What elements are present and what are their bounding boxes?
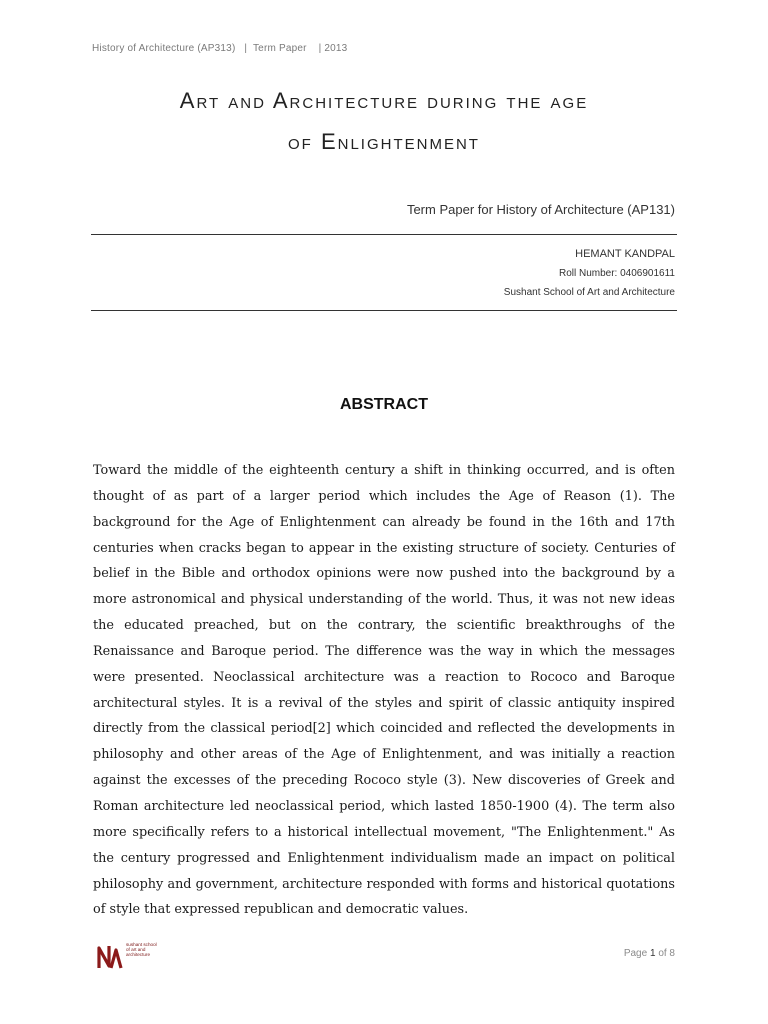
document-title-line-1: Art and Architecture during the age: [179, 88, 589, 113]
document-subtitle: Term Paper for History of Architecture (AP131): [406, 202, 675, 217]
logo-caption: sushant school of art and architecture: [126, 942, 157, 957]
divider-top: [91, 234, 677, 235]
author-school: Sushant School of Art and Architecture: [503, 287, 675, 298]
abstract-heading: ABSTRACT: [340, 396, 428, 413]
running-header: History of Architecture (AP313) | Term Paper | 2013: [92, 43, 348, 54]
page-total: of 8: [658, 948, 675, 959]
document-title-line-2: of Enlightenment: [288, 129, 480, 154]
page-number: [624, 948, 675, 959]
divider-bottom: [91, 310, 677, 311]
author-name: HEMANT KANDPAL: [575, 248, 675, 260]
page-current: 1: [649, 948, 656, 959]
author-roll-number: Roll Number: 0406901611: [558, 268, 675, 279]
page-word: Page: [623, 948, 648, 959]
abstract-body: Toward the middle of the eighteenth century a shift in thinking occurred, and is often thought of as part of a larger period which includes the Age of Reason (1). The background for the Age of Enlightenment can already be found in the 16th and 17th centuries when cracks began to appear in the existing structure of society. Centuries of belief in the Bible and orthodox opinions were now pushed into the background by a more astronomical and physical understanding of the world. Thus, it was not new ideas the educated preached, but on the contrary, the scientific breakthroughs of the Renaissance and Baroque period. The difference was the way in which the messages were presented. Neoclassical architecture was a reaction to Rococo and Baroque architectural styles. It is a revival of the styles and spirit of classic antiquity inspired directly from the classical period[2] which coincided and reflected the developments in philosophy and other areas of the Age of Enlightenment, and was initially a reaction against the excesses of the preceding Rococo style (3). New discoveries of Greek and Roman architecture led neoclassical period, which lasted 1850-1900 (4). The term also more specifically refers to a historical intellectual movement, "The Enlightenment." As the century progressed and Enlightenment individualism made an impact on political philosophy and government, architecture responded with forms and historical quotations of style that expressed republican and democratic values.: [93, 463, 675, 918]
